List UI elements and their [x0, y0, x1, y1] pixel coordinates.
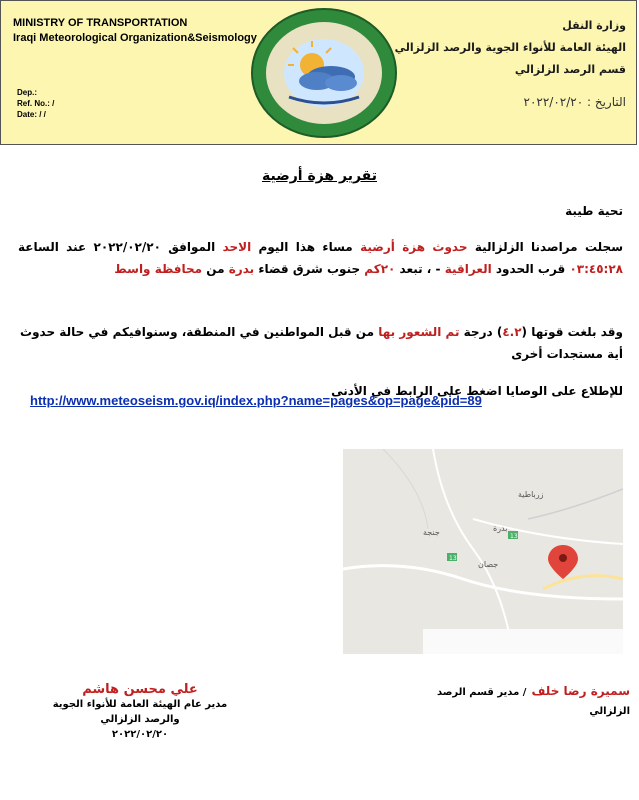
map-road-badge-2: 13	[449, 555, 457, 562]
header-date: التاريخ : ٢٠٢٢/٠٢/٢٠	[523, 95, 626, 109]
recommendations-instruction: للإطلاع على الوصايا اضغط على الرابط في الأدنى	[331, 384, 623, 398]
ministry-english: MINISTRY OF TRANSPORTATION	[13, 17, 188, 29]
department-director-signature	[400, 680, 630, 718]
english-header	[13, 16, 257, 46]
dep-field: Dep.:	[17, 88, 37, 97]
ref-no-field: Ref. No.: /	[17, 99, 55, 108]
map-label-jinja: جنجة	[423, 528, 440, 537]
map-road-badge-1: 13	[510, 533, 518, 540]
director-general-name: علي محسن هاشم	[82, 682, 198, 697]
report-paragraph-1: سجلت مراصدنا الزلزالية حدوث هزة أرضية مساء هذا اليوم الاحد الموافق ٢٠٢٢/٠٢/٢٠ عند الساعة ٠٣:٤٥:٢٨ قرب الحدود العراقية - ، تبعد ٢٠كم جنوب شرق قضاء بدرة من محافظة واسط	[18, 240, 623, 276]
reference-block	[17, 87, 54, 120]
department-director-name: سميرة رضا خلف	[531, 684, 630, 698]
organization-logo	[249, 5, 399, 141]
greeting: تحية طيبة	[565, 204, 623, 218]
letterhead	[0, 0, 637, 145]
arabic-header	[395, 15, 626, 81]
organization-arabic: الهيئة العامة للأنواء الجوية والرصد الزلزالي	[394, 41, 626, 54]
ministry-arabic: وزارة النقل	[562, 19, 626, 32]
map-label-jassan: جصان	[478, 560, 499, 569]
report-paragraph-2: وقد بلغت قوتها (٤.٢) درجة تم الشعور بها من قبل المواطنين في المنطقة، وسنوافيكم في حالة حدوث أية مستجدات أخرى	[20, 325, 623, 361]
director-general-signature	[40, 682, 240, 742]
recommendations-link[interactable]: http://www.meteoseism.gov.iq/index.php?name=pages&op=page&pid=89	[30, 393, 482, 408]
map-label-zurbatiyah: زرباطية	[518, 490, 544, 499]
director-general-title-2: والرصد الزلزالي	[100, 714, 180, 725]
date-field: Date: / /	[17, 110, 46, 119]
map-label-badra: بدرة	[493, 524, 508, 533]
signature-date: ٢٠٢٢/٠٢/٢٠	[111, 729, 169, 740]
report-title: تقرير هزة أرضية	[261, 168, 378, 184]
location-map[interactable]	[343, 449, 623, 654]
map-canvas	[343, 449, 623, 654]
department-arabic: قسم الرصد الزلزالي	[514, 63, 626, 76]
organization-english: Iraqi Meteorological Organization&Seismology	[13, 32, 257, 44]
department-director-title: / مدير قسم الرصد الزلزالي	[436, 687, 630, 717]
director-general-title: مدير عام الهيئة العامة للأنواء الجوية	[52, 699, 228, 710]
